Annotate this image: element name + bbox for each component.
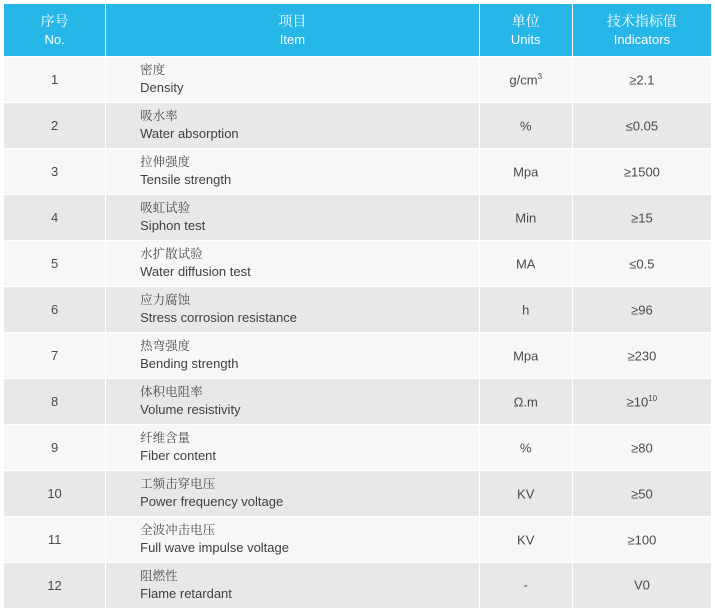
row-item-cn: 阻燃性: [140, 568, 178, 583]
row-item: [106, 516, 480, 562]
column-header-indicators-en: Indicators: [613, 31, 671, 47]
table-row: [4, 240, 712, 286]
row-indicator-text: V0: [633, 577, 650, 593]
row-indicator-text: ≥15: [631, 210, 653, 226]
row-unit: [479, 470, 572, 516]
row-item-en: Full wave impulse voltage: [140, 539, 289, 555]
row-number: 1: [4, 57, 106, 103]
row-indicator-text: ≥2.1: [629, 72, 655, 88]
table-row: [4, 57, 712, 103]
table-header: [4, 4, 712, 57]
row-indicator: [572, 378, 711, 424]
row-item: [106, 102, 480, 148]
row-indicator-text: ≤0.5: [629, 256, 655, 272]
row-unit-text: g/cm: [509, 72, 538, 88]
row-item: [106, 148, 480, 194]
row-item-en: Water diffusion test: [140, 264, 251, 279]
row-indicator: [572, 332, 711, 378]
row-indicator: [572, 57, 711, 103]
row-item-en: Stress corrosion resistance: [140, 309, 297, 325]
row-unit: [479, 240, 572, 286]
row-indicator-text: ≥96: [631, 301, 653, 317]
column-header-item-cn: 项目: [278, 12, 307, 29]
row-unit-text: Ω.m: [513, 393, 538, 409]
column-header-units-cn: 单位: [511, 12, 540, 29]
row-item-cn: 应力腐蚀: [140, 292, 191, 307]
row-unit: [479, 194, 572, 240]
row-indicator: [572, 562, 711, 608]
table-row: [4, 516, 712, 562]
row-item-en: Fiber content: [140, 447, 217, 463]
row-indicator: [572, 470, 711, 516]
row-item: [106, 194, 480, 240]
row-item: [106, 240, 480, 286]
row-item-en: Water absorption: [140, 126, 239, 142]
column-header-units-en: Units: [510, 31, 541, 47]
row-number: 7: [4, 332, 106, 378]
table-row: [4, 424, 712, 470]
row-number: 6: [4, 286, 106, 332]
row-unit-text: Mpa: [513, 164, 539, 180]
row-number: 8: [4, 378, 106, 424]
row-indicator: [572, 240, 711, 286]
table-row: [4, 148, 712, 194]
row-indicator: [572, 516, 711, 562]
row-unit-text: Mpa: [513, 347, 539, 363]
row-number: 4: [4, 194, 106, 240]
row-unit-sup: 3: [537, 71, 543, 81]
row-number: 3: [4, 148, 106, 194]
table-body: [4, 57, 712, 609]
table-row: [4, 194, 712, 240]
row-item: [106, 562, 480, 608]
row-number: 2: [4, 102, 106, 148]
row-unit: [479, 424, 572, 470]
row-item-cn: 吸虹试验: [140, 200, 191, 215]
row-indicator: [572, 194, 711, 240]
row-item-en: Volume resistivity: [140, 401, 241, 417]
row-number: 10: [4, 470, 106, 516]
row-item: [106, 424, 480, 470]
row-unit-text: KV: [517, 485, 535, 501]
row-indicator-text: ≥10: [626, 393, 649, 409]
specifications-table: [3, 3, 712, 609]
row-indicator: [572, 286, 711, 332]
row-item: [106, 470, 480, 516]
row-indicator-text: ≥1500: [623, 164, 660, 180]
row-item-cn: 工频击穿电压: [140, 476, 216, 491]
row-item-en: Power frequency voltage: [140, 493, 284, 509]
row-unit: [479, 148, 572, 194]
row-indicator-text: ≥50: [631, 485, 653, 501]
row-unit-text: KV: [517, 531, 535, 547]
row-item-en: Siphon test: [140, 218, 206, 234]
row-number: 5: [4, 240, 106, 286]
column-header-item: [106, 4, 480, 57]
row-unit-text: %: [519, 118, 532, 134]
row-number: 12: [4, 562, 106, 608]
row-number: 11: [4, 516, 106, 562]
row-indicator: [572, 148, 711, 194]
row-item-cn: 拉伸强度: [140, 154, 191, 169]
row-number: 9: [4, 424, 106, 470]
row-item: [106, 286, 480, 332]
row-item-cn: 吸水率: [140, 108, 178, 123]
row-item-cn: 水扩散试验: [140, 246, 203, 261]
row-item-cn: 全波冲击电压: [140, 522, 216, 537]
row-indicator-text: ≤0.05: [625, 118, 659, 134]
row-item-en: Tensile strength: [140, 172, 232, 188]
column-header-indicators: [572, 4, 711, 57]
table-row: [4, 562, 712, 608]
row-item-cn: 热弯强度: [140, 338, 191, 353]
row-indicator-sup: 10: [648, 393, 658, 403]
row-indicator: [572, 424, 711, 470]
row-item-en: Density: [140, 80, 184, 96]
table-row: [4, 332, 712, 378]
table-row: [4, 102, 712, 148]
row-indicator: [572, 102, 711, 148]
table-header-row: [4, 4, 712, 57]
row-indicator-text: ≥80: [631, 439, 653, 455]
table-row: [4, 378, 712, 424]
row-unit: [479, 378, 572, 424]
row-item: [106, 332, 480, 378]
row-item-en: Bending strength: [140, 355, 239, 371]
row-unit: [479, 332, 572, 378]
row-unit-text: %: [519, 439, 532, 455]
row-item-cn: 纤维含量: [140, 430, 191, 445]
column-header-no-en: No.: [44, 31, 65, 47]
row-unit-text: -: [523, 577, 528, 593]
row-item-cn: 密度: [140, 63, 166, 77]
row-item: [106, 378, 480, 424]
row-unit: [479, 516, 572, 562]
row-unit: [479, 57, 572, 103]
row-unit-text: h: [522, 301, 530, 317]
row-unit: [479, 562, 572, 608]
table-row: [4, 470, 712, 516]
column-header-no-cn: 序号: [40, 12, 69, 29]
table-row: [4, 286, 712, 332]
row-item: [106, 57, 480, 103]
column-header-units: [479, 4, 572, 57]
row-unit-text: Min: [515, 210, 537, 226]
column-header-no: [4, 4, 106, 57]
column-header-item-en: Item: [279, 31, 306, 47]
row-unit-text: MA: [515, 256, 536, 272]
row-item-en: Flame retardant: [140, 585, 232, 601]
row-indicator-text: ≥100: [627, 531, 657, 547]
row-unit: [479, 102, 572, 148]
column-header-indicators-cn: 技术指标值: [606, 12, 677, 29]
row-unit: [479, 286, 572, 332]
row-indicator-text: ≥230: [627, 347, 657, 363]
row-item-cn: 体积电阻率: [140, 384, 203, 399]
